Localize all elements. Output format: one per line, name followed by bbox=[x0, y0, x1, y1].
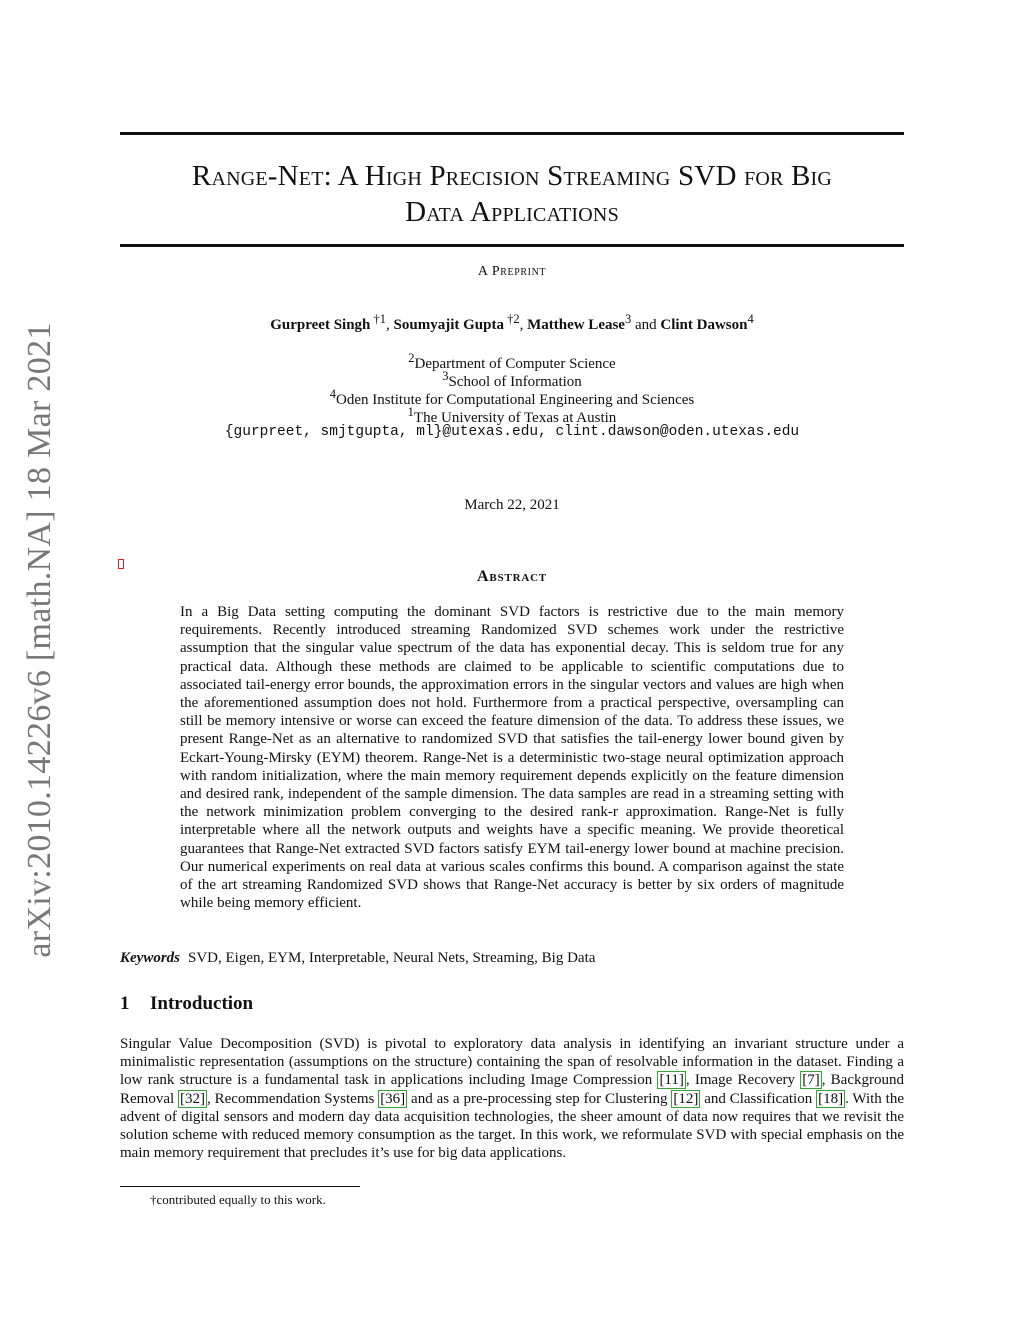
arxiv-stamp: arXiv:2010.14226v6 [math.NA] 18 Mar 2021 bbox=[21, 322, 58, 958]
citation-link[interactable]: [32] bbox=[180, 1090, 206, 1107]
intro-paragraph bbox=[120, 1035, 904, 1162]
citation-link[interactable]: [36] bbox=[380, 1090, 406, 1107]
intro-text: , Image Recovery bbox=[685, 1072, 801, 1089]
intro-text: and as a pre-processing step for Clustering bbox=[407, 1090, 672, 1107]
preprint-label: A Preprint bbox=[477, 264, 547, 279]
author-name: Clint Dawson bbox=[660, 317, 748, 333]
citation-link[interactable]: [7] bbox=[802, 1072, 820, 1089]
affiliation-text: The University of Texas at Austin bbox=[413, 410, 617, 426]
publication-date: March 22, 2021 bbox=[464, 497, 560, 513]
section-heading bbox=[120, 993, 253, 1015]
author-sup: †2 bbox=[503, 312, 520, 326]
title-bottom-rule bbox=[120, 244, 904, 247]
affiliation-sup: 3 bbox=[442, 369, 449, 383]
affiliation-text: Department of Computer Science bbox=[414, 356, 616, 372]
abstract-text: In a Big Data setting computing the dominant SVD factors is restrictive due to the main memory requirements. Recently introduced streaming Randomized SVD schemes work under the restrictive assumption that the singular value spectrum of the data has exponential decay. This is seldom true for any practical data. Although these methods are claimed to be applicable to scientific computations due to associated tail-energy error bounds, the approximation errors in the singular vectors and values are high when the aforementioned assumption does not hold. Furthermore from a practical perspective, oversampling can still be memory intensive or worse can exceed the feature dimension of the data. To address these issues, we present Range-Net as an alternative to randomized SVD that satisfies the tail-energy lower bound given by Eckart-Young-Mirsky (EYM) theorem. Range-Net is a deterministic two-stage neural optimization approach with random initialization, where the main memory requirement depends explicitly on the feature dimension and desired rank, independent of the sample dimension. The data samples are read in a streaming setting with the network minimization problem converging to the desired rank-r approximation. Range-Net is fully interpretable where all the network outputs and weights have a specific meaning. We provide theoretical guarantees that Range-Net extracted SVD factors satisfy EYM tail-energy lower bound at machine precision. Our numerical experiments on real data at various scales confirms this bound. A comparison against the state of the art streaming Randomized SVD shows that Range-Net accuracy is better by six orders of magnitude while being memory efficient. bbox=[180, 604, 844, 912]
affiliation-sup: 2 bbox=[408, 351, 415, 365]
author-list bbox=[120, 312, 904, 334]
footnote-rule bbox=[120, 1186, 360, 1187]
intro-text: Singular Value Decomposition (SVD) is pivotal to exploratory data analysis in identifying an invariant structure under a minimalistic representation (assumptions on the structure) containing the span of resolvable information in the dataset. Finding a low rank structure is a fundamental task in applications including Image Compression bbox=[120, 1036, 904, 1089]
author-separator: and bbox=[631, 317, 661, 333]
citation-link[interactable]: [11] bbox=[659, 1072, 684, 1089]
author-name: Matthew Lease bbox=[527, 317, 625, 333]
author-emails[interactable]: {gurpreet, smjtgupta, ml}@utexas.edu, clint.dawson@oden.utexas.edu bbox=[224, 424, 800, 440]
affiliation-sup: 1 bbox=[407, 405, 414, 419]
author-sup: 3 bbox=[624, 312, 632, 326]
paper-title-line-1: Range-Net: A High Precision Streaming SVD for Big bbox=[191, 160, 833, 192]
affiliation-text: Oden Institute for Computational Engineering and Sciences bbox=[336, 392, 695, 408]
author-name: Soumyajit Gupta bbox=[393, 317, 504, 333]
section-title: Introduction bbox=[150, 993, 254, 1014]
author-sup: 4 bbox=[747, 312, 754, 326]
keywords-label: Keywords bbox=[120, 950, 180, 966]
author-sup: †1 bbox=[370, 312, 387, 326]
title-top-rule bbox=[120, 132, 904, 135]
footnote: †contributed equally to this work. bbox=[150, 1192, 326, 1207]
intro-text: , Recommendation Systems bbox=[207, 1090, 379, 1107]
paper-title-line-2: Data Applications bbox=[405, 196, 619, 228]
intro-text: . With the advent of digital sensors and modern day data acquisition technologies, the sheer amount of data now requires that we revisit the solution scheme with reduced memory consumption as the target. In this work, we reformulate SVD with special emphasis on the main memory requirement that precludes it’s use for big data applications. bbox=[120, 1090, 904, 1162]
keywords-text: SVD, Eigen, EYM, Interpretable, Neural Nets, Streaming, Big Data bbox=[188, 950, 596, 966]
citation-link[interactable]: [18] bbox=[818, 1090, 844, 1107]
citation-link[interactable]: [12] bbox=[673, 1090, 699, 1107]
affiliation-text: School of Information bbox=[448, 374, 582, 390]
intro-text: , Background Removal bbox=[120, 1072, 904, 1107]
keywords-line bbox=[120, 950, 904, 967]
author-separator: , bbox=[519, 317, 528, 333]
section-number: 1 bbox=[120, 993, 130, 1014]
author-separator: , bbox=[386, 317, 394, 333]
intro-text: and Classification bbox=[700, 1090, 817, 1107]
abstract-heading: Abstract bbox=[477, 568, 547, 585]
affiliation-sup: 4 bbox=[329, 387, 336, 401]
author-name: Gurpreet Singh bbox=[270, 317, 371, 333]
paper-title bbox=[120, 158, 904, 230]
